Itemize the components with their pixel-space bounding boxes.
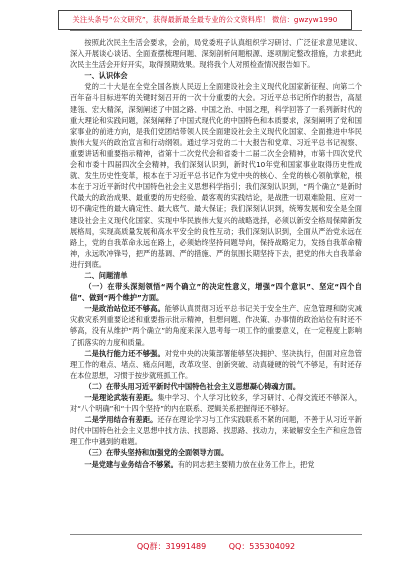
subsection-heading: （一）在带头深刻领悟“两个确立”的决定性意义，增强“四个意识”、坚定“四个自信”、做到“两个维护”方面。: [70, 282, 362, 303]
promo-banner: 关注头条号“公文研究”，获得最新最全最专业的公文资料库！ 微信：gwzyw1990: [58, 10, 352, 30]
issue-text: 能够认真贯彻习近平总书记关于安全生产、应急管理和防灾减灾救灾系列重要论述和重要指示批示精神，但想问题、作决策、办事情的政治站位有时还不够高，没有从维护“两个确立”的角度来深入思考每一项工作的重要意义，在一定程度上影响了抓落实的力度和质量。: [70, 304, 362, 347]
issue-paragraph: [70, 414, 362, 447]
section-heading: 一、认识体会: [84, 71, 128, 81]
body-paragraph: 党的二十大是在全党全国各族人民迈上全面建设社会主义现代化国家新征程、向第二个百年奋斗目标进军的关键时刻召开的一次十分重要的大会。习近平总书记所作的报告，高屋建瓴、宏大精深，深刻阐述了中国之路、中国之治、中国之理，科学回答了一系列新时代的重大理论和实践问题，深刻阐释了中国式现代化的中国特色和本质要求，深刻阐明了党和国家事业的前进方向，是我们党团结带领人民全面建设社会主义现代化国家、全面推进中华民族伟大复兴的政治宣言和行动纲领。通过学习党的二十大报告和党章、习近平总书记视察、重要讲话和重要指示精神，省第十二次党代会和省委十二届二次全会精神，市第十四次党代会和市委十四届四次全会精神，我们深刻认识到，新时代10年党和国家事业取得历史性成就、发生历史性变革，根本在于习近平总书记作为党中央的核心、全党的核心领航掌舵，根本在于习近平新时代中国特色社会主义思想科学指引；我们深刻认识到，“两个确立”是新时代最大的政治成果、最重要的历史经验、最客观的实践结论，是战胜一切艰难险阻、应对一切不确定性的最大确定性、最大底气、最大保证；我们深刻认识到，统筹发展和安全是全面建设社会主义现代化国家、实现中华民族伟大复兴的战略选择，必须以新安全格局保障新发展格局，实现高质量发展和高水平安全的良性互动；我们深刻认识到，全面从严治党永远在路上，党的自我革命永远在路上，必须始终坚持问题导向，保持战略定力，发扬自我革命精神，永远吹冲锋号，把严的基调、严的措施、严的氛围长期坚持下去，把党的伟大自我革命进行到底。: [70, 82, 362, 269]
issue-lead: 一是党建与业务结合不够紧。: [84, 459, 178, 469]
subsection-heading: （二）在带头用习近平新时代中国特色社会主义思想凝心铸魂方面。: [84, 381, 301, 391]
subsection-heading: （三）在带头坚持和加强党的全面领导方面。: [84, 448, 229, 458]
issue-paragraph: [70, 459, 362, 470]
footer-divider: [70, 534, 362, 535]
footer-contact: [70, 541, 362, 552]
issue-text: 对党中央的决策部署能够坚决拥护、坚决执行，但面对应急管理工作的难点、堵点、痛点问题，改革攻坚、创新突破、动真碰硬的锐气不够足，有时还存在本位思想，习惯于按步就班抓工作。: [70, 348, 362, 380]
document-body: [70, 37, 362, 529]
issue-paragraph: [70, 392, 362, 414]
issue-lead: 二是学用结合有差距。: [84, 415, 158, 425]
issue-paragraph: [70, 348, 362, 381]
qq-group-number: QQ群：31991489: [136, 542, 207, 551]
section-heading: 二、问题清单: [84, 270, 128, 280]
issue-lead: 二是执行能力还不够强。: [84, 348, 165, 358]
issue-text: 有的同志把主要精力放在业务工作上，把党: [177, 459, 315, 469]
issue-text: 还存在理论学习与工作实践联系不紧的问题，不善于从习近平新时代中国特色社会主义思想中找方法、找思路、找思路、找动力，来破解安全生产和应急管理工作中遇到的难题。: [70, 415, 362, 447]
issue-text: 集中学习、个人学习比较多，学习研讨、心得交流还不够深入，对“八个明确”和“十四个坚持”的内在联系、逻辑关系把握得还不够好。: [70, 393, 362, 414]
issue-lead: 一是政治站位还不够高。: [84, 304, 165, 314]
header-divider: [70, 30, 362, 31]
issue-lead: 一是理论武装有差距。: [84, 393, 158, 402]
body-paragraph: 按照此次民主生活会要求，会前，局党委班子认真组织学习研讨、广泛征求意见建议、深入开展谈心谈话、全面查摆梳理问题、深刻剖析问题根源、逐项制定整改措施，力求把此次民主生活会开好开实，取得预期效果。现将我个人对照检查情况报告如下。: [70, 38, 362, 70]
issue-paragraph: [70, 303, 362, 347]
qq-number: QQ：535304092: [228, 542, 296, 551]
